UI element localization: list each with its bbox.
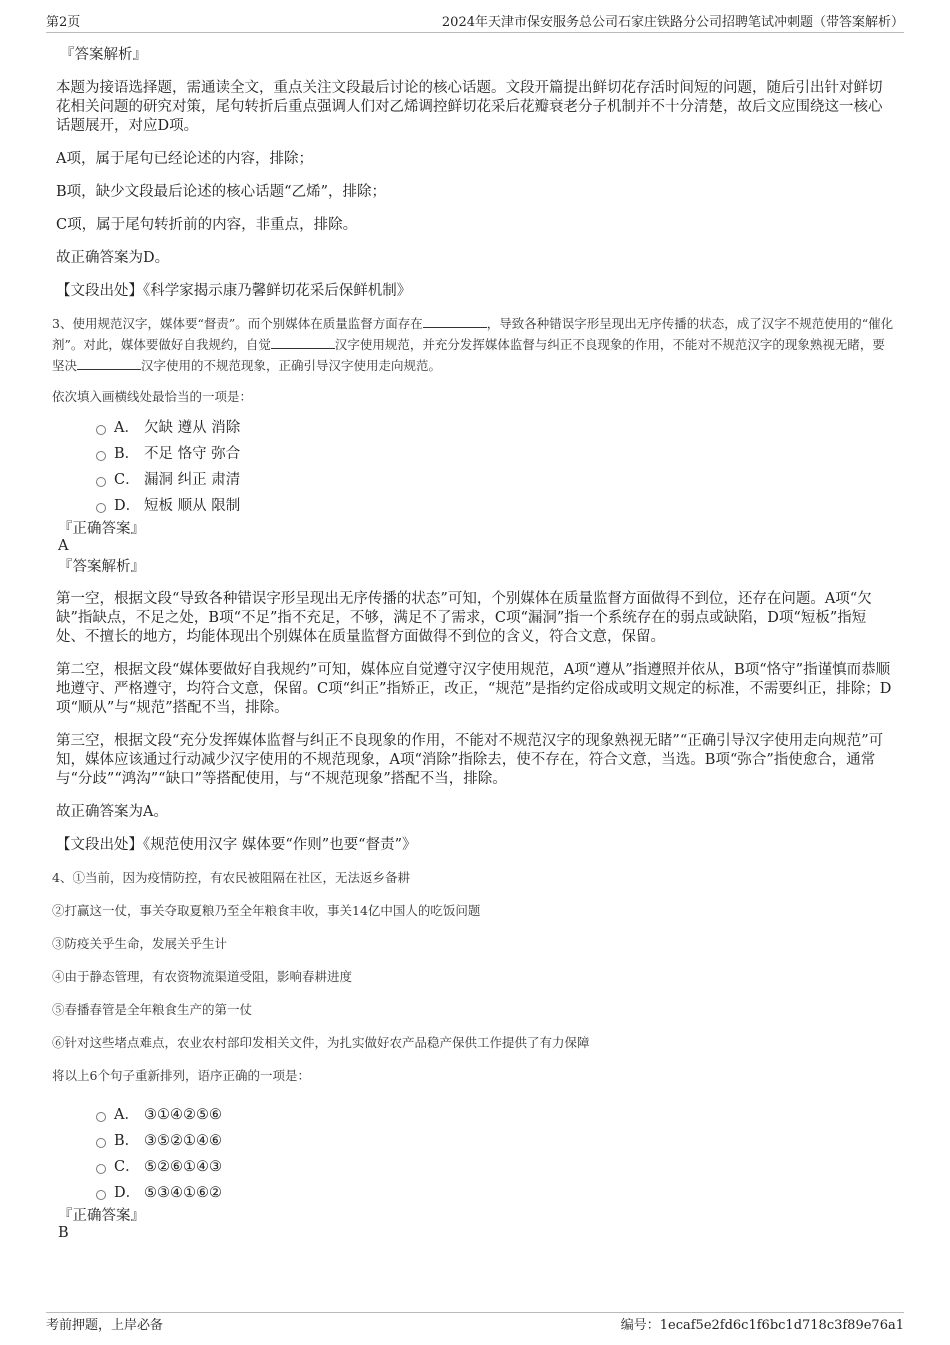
sentence-5: ⑤春播春管是全年粮食生产的第一仗 — [52, 1002, 253, 1017]
radio-button[interactable] — [96, 503, 106, 513]
document-title: 2024年天津市保安服务总公司石家庄铁路分公司招聘笔试冲刺题（带答案解析） — [441, 15, 904, 30]
page-content — [52, 46, 894, 1242]
page-number: 第2页 — [46, 15, 81, 30]
source-citation: 【文段出处】《规范使用汉字 媒体要“作则”也要“督责”》 — [56, 837, 417, 853]
question-4 — [52, 867, 894, 1086]
analysis-label: 『答案解析』 — [58, 559, 145, 575]
option-a[interactable]: A． 欠缺 遵从 消除 — [56, 415, 894, 441]
fill-blank — [423, 315, 487, 328]
fill-blank — [77, 357, 141, 370]
option-d[interactable]: D． ⑤③④①⑥② — [56, 1180, 894, 1206]
sentence-2: ②打赢这一仗，事关夺取夏粮乃至全年粮食丰收，事关14亿中国人的吃饭问题 — [52, 903, 481, 918]
page-footer — [46, 1312, 904, 1335]
fill-blank — [271, 336, 335, 349]
correct-answer-label: 『正确答案』 — [58, 521, 145, 537]
page-header — [46, 14, 904, 33]
source-citation: 【文段出处】《科学家揭示康乃馨鲜切花采后保鲜机制》 — [56, 283, 412, 299]
radio-button[interactable] — [96, 1112, 106, 1122]
option-c[interactable]: C． ⑤②⑥①④③ — [56, 1154, 894, 1180]
radio-button[interactable] — [96, 425, 106, 435]
analysis-option-a: A项，属于尾句已经论述的内容，排除； — [56, 151, 313, 167]
option-b[interactable]: B． 不足 恪守 弥合 — [56, 441, 894, 467]
question-3-stem: 3、使用规范汉字，媒体要“督责”。而个别媒体在质量监督方面存在 ，导致各种错误字形呈现出无序传播的状态，成了汉字不规范使用的“催化剂”。对此，媒体要做好自我规约，自觉 汉字使用规范，并充分发挥媒体监督与纠正不良现象的作用，不能对不规范汉字的现象熟视无睹，要坚决 汉字使用的不规范现象，正确引导汉字使用走向规范。 — [52, 316, 894, 373]
correct-answer: A — [58, 538, 69, 554]
question-3-options — [56, 415, 894, 519]
analysis-label: 『答案解析』 — [60, 47, 147, 63]
footer-slogan: 考前押题，上岸必备 — [46, 1318, 164, 1333]
document-serial: 编号：1ecaf5e2fd6c1f6bc1d718c3f89e76a1 — [620, 1318, 904, 1333]
radio-button[interactable] — [96, 451, 106, 461]
sentence-4: ④由于静态管理，有农资物流渠道受阻，影响春耕进度 — [52, 969, 353, 984]
sentence-3: ③防疫关乎生命，发展关乎生计 — [52, 936, 228, 951]
question-3-prompt: 依次填入画横线处最恰当的一项是： — [52, 389, 253, 404]
option-c[interactable]: C． 漏洞 纠正 肃清 — [56, 467, 894, 493]
radio-button[interactable] — [96, 1164, 106, 1174]
sentence-1: 4、①当前，因为疫情防控，有农民被阻隔在社区，无法返乡备耕 — [52, 870, 410, 885]
option-b[interactable]: B． ③⑤②①④⑥ — [56, 1128, 894, 1154]
analysis-conclusion: 故正确答案为D。 — [56, 250, 170, 266]
correct-answer: B — [58, 1225, 69, 1241]
analysis-paragraph-1: 第一空，根据文段“导致各种错误字形呈现出无序传播的状态”可知，个别媒体在质量监督方面做得不到位，还存在问题。A项“欠缺”指缺点，不足之处，B项“不足”指不充足，不够，满足不了需求，C项“漏洞”指一个系统存在的弱点或缺陷，D项“短板”指短处、不擅长的地方，均能体现出个别媒体在质量监督方面做得不到位的含义，符合文意，保留。 — [56, 591, 872, 645]
correct-answer-label: 『正确答案』 — [58, 1208, 145, 1224]
radio-button[interactable] — [96, 1138, 106, 1148]
analysis-paragraph-2: 第二空，根据文段“媒体要做好自我规约”可知，媒体应自觉遵守汉字使用规范，A项“遵从”指遵照并依从，B项“恪守”指谨慎而恭顺地遵守、严格遵守，均符合文意，保留。C项“纠正”指矫正，改正，“规范”是指约定俗成或明文规定的标准，不需要纠正，排除；D项“顺从”与“规范”搭配不当，排除。 — [56, 662, 892, 716]
option-a[interactable]: A． ③①④②⑤⑥ — [56, 1102, 894, 1128]
sentence-6: ⑥针对这些堵点难点，农业农村部印发相关文件，为扎实做好农产品稳产保供工作提供了有力保障 — [52, 1035, 590, 1050]
analysis-paragraph-3: 第三空，根据文段“充分发挥媒体监督与纠正不良现象的作用，不能对不规范汉字的现象熟视无睹”“正确引导汉字使用走向规范”可知，媒体应该通过行动减少汉字使用的不规范现象，A项“消除”指除去，使不存在，符合文意，当选。B项“弥合”指使愈合，通常与“分歧”“鸿沟”“缺口”等搭配使用，与“不规范现象”搭配不当，排除。 — [56, 733, 884, 787]
question-4-prompt: 将以上6个句子重新排列，语序正确的一项是： — [52, 1068, 310, 1083]
option-d[interactable]: D． 短板 顺从 限制 — [56, 493, 894, 519]
analysis-paragraph: 本题为接语选择题，需通读全文，重点关注文段最后讨论的核心话题。文段开篇提出鲜切花存活时间短的问题，随后引出针对鲜切花相关问题的研究对策，尾句转折后重点强调人们对乙烯调控鲜切花采后花瓣衰老分子机制并不十分清楚，故后文应围绕这一核心话题展开，对应D项。 — [56, 80, 883, 134]
question-4-options — [56, 1102, 894, 1206]
analysis-conclusion: 故正确答案为A。 — [56, 804, 168, 820]
radio-button[interactable] — [96, 477, 106, 487]
radio-button[interactable] — [96, 1190, 106, 1200]
analysis-option-b: B项，缺少文段最后论述的核心话题“乙烯”，排除； — [56, 184, 386, 200]
question-3 — [52, 313, 894, 407]
analysis-option-c: C项，属于尾句转折前的内容，非重点，排除。 — [56, 217, 358, 233]
